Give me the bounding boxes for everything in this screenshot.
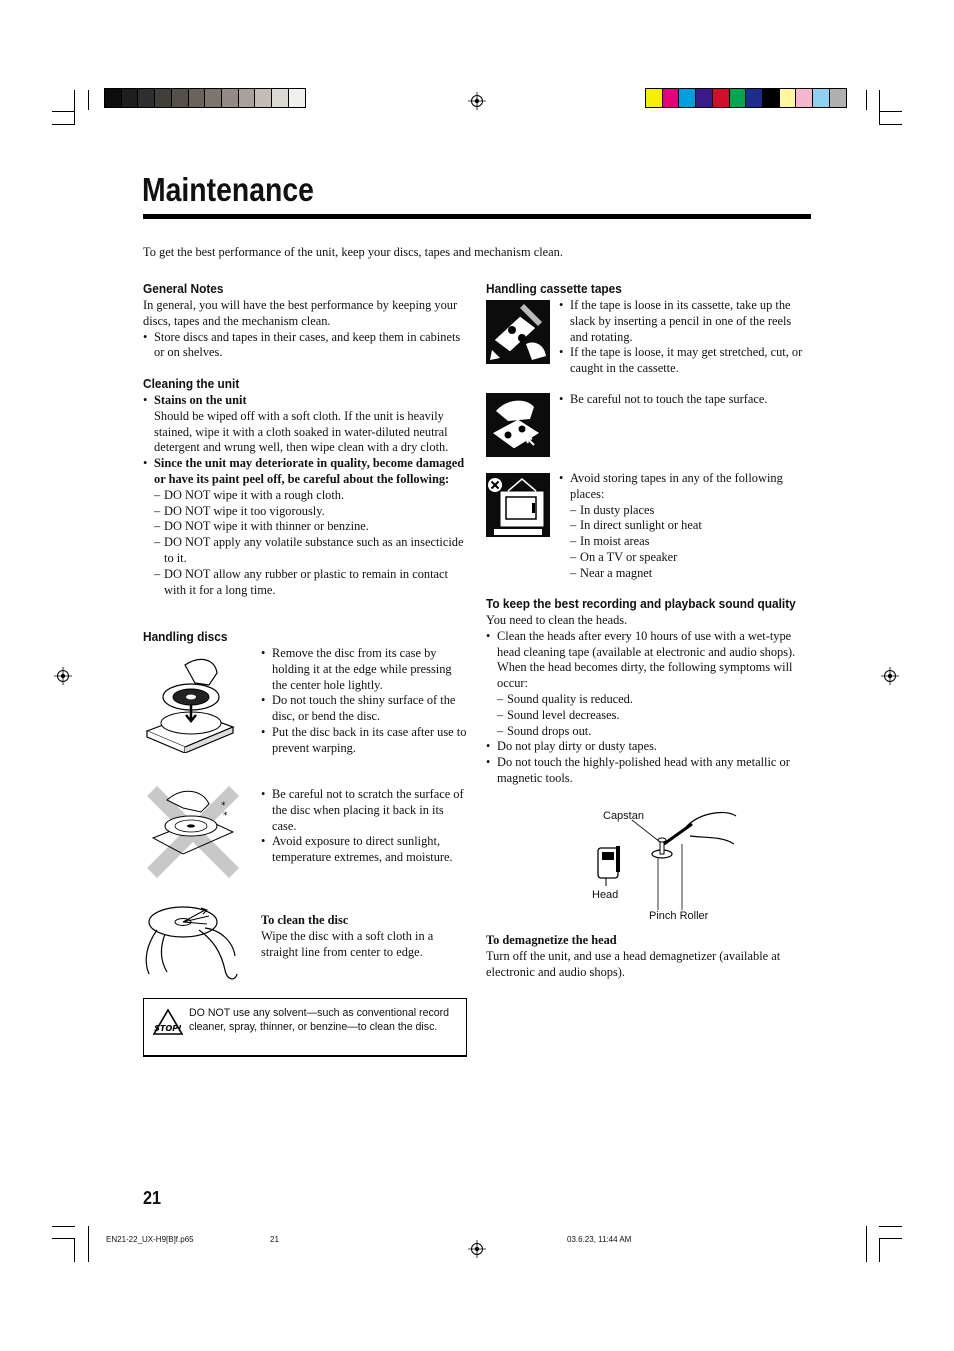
list-item: – DO NOT apply any volatile substance such as an insecticide to it. <box>154 535 467 567</box>
list-item: • If the tape is loose, it may get stretched, cut, or caught in the cassette. <box>559 345 811 377</box>
color-swatch <box>696 89 713 107</box>
color-swatch <box>122 89 139 107</box>
color-swatch <box>222 89 239 107</box>
footer-page: 21 <box>270 1235 279 1244</box>
footer-filename: EN21-22_UX-H9[B]f.p65 <box>106 1235 194 1244</box>
cassette-storage-block <box>559 471 811 582</box>
general-notes-section <box>143 298 467 361</box>
list-item <box>143 393 467 409</box>
registration-target-icon <box>468 92 486 110</box>
list-item: – Sound quality is reduced. <box>497 692 812 708</box>
disc-wrong-handling-illustration <box>143 782 243 880</box>
solvent-warning-text: DO NOT use any solvent—such as conventional record cleaner, spray, thinner, or benzine—to clean the disc. <box>189 1007 450 1034</box>
svg-text:*: * <box>223 811 228 821</box>
page-title: Maintenance <box>142 171 314 208</box>
cassette-tips-2 <box>559 392 811 408</box>
color-swatch <box>763 89 780 107</box>
disc-tips-2 <box>261 787 467 866</box>
cleaning-unit-section <box>143 393 467 598</box>
solvent-warning-box <box>143 998 467 1057</box>
color-swatch <box>289 89 306 107</box>
label-head: Head <box>592 889 619 901</box>
cassette-tips-1 <box>559 298 811 377</box>
color-swatch <box>713 89 730 107</box>
cassette-tape-surface-illustration <box>486 393 550 457</box>
list-item: • Be careful not to scratch the surface of the disc when placing it back in its case. <box>261 787 467 834</box>
color-swatch <box>679 89 696 107</box>
cassette-pencil-illustration <box>486 300 550 364</box>
color-swatch <box>155 89 172 107</box>
color-swatch <box>663 89 680 107</box>
label-capstan: Capstan <box>603 810 644 822</box>
list-item <box>143 456 467 488</box>
list-item: • Do not touch the highly-polished head with any metallic or magnetic tools. <box>486 755 812 787</box>
registration-target-icon <box>468 1240 486 1258</box>
recording-heading: To keep the best recording and playback sound quality <box>486 596 796 611</box>
general-notes-heading: General Notes <box>143 281 224 296</box>
registration-target-icon <box>881 667 899 685</box>
list-item: – Sound level decreases. <box>497 708 812 724</box>
list-item: • Store discs and tapes in their cases, and keep them in cabinets or on shelves. <box>143 330 467 362</box>
color-swatch <box>780 89 797 107</box>
svg-text:*: * <box>221 801 226 811</box>
page-number: 21 <box>143 1188 162 1208</box>
disc-cleaning-illustration <box>143 900 239 986</box>
list-item: – DO NOT wipe it too vigorously. <box>154 504 467 520</box>
demagnetize-block <box>486 933 812 980</box>
cassette-heading: Handling cassette tapes <box>486 281 622 296</box>
registration-target-icon <box>54 667 72 685</box>
list-item: • If the tape is loose in its cassette, take up the slack by inserting a pencil in one of the reels and rotating. <box>559 298 811 345</box>
recording-section <box>486 613 812 787</box>
color-swatch <box>796 89 813 107</box>
title-rule <box>143 214 811 219</box>
demagnetize-title: To demagnetize the head <box>486 933 617 947</box>
list-item: • Avoid exposure to direct sunlight, temperature extremes, and moisture. <box>261 834 467 866</box>
tv-storage-warning-illustration <box>486 473 550 537</box>
clean-disc-title: To clean the disc <box>261 913 349 927</box>
color-swatch <box>730 89 747 107</box>
stains-title: Stains on the unit <box>154 393 247 407</box>
demagnetize-text: Turn off the unit, and use a head demagnetizer (available at electronic and audio shops). <box>486 948 781 979</box>
svg-text:STOP!: STOP! <box>154 1024 182 1033</box>
color-swatch <box>205 89 222 107</box>
clean-disc-text: Wipe the disc with a soft cloth in a straight line from center to edge. <box>261 928 434 959</box>
clean-disc-block <box>261 913 467 960</box>
stop-warning-icon <box>152 1008 184 1036</box>
list-item: • Do not play dirty or dusty tapes. <box>486 739 812 755</box>
label-pinch-roller: Pinch Roller <box>649 910 709 922</box>
list-item: – DO NOT wipe it with a rough cloth. <box>154 488 467 504</box>
cleaning-unit-heading: Cleaning the unit <box>143 376 240 391</box>
color-swatch <box>830 89 847 107</box>
list-item: • Clean the heads after every 10 hours of use with a wet-type head cleaning tape (available at electronic and audio shops). <box>486 629 812 661</box>
list-item: – In moist areas <box>570 534 811 550</box>
color-swatch <box>105 89 122 107</box>
color-swatch <box>272 89 289 107</box>
list-item: – On a TV or speaker <box>570 550 811 566</box>
dirty-note: When the head becomes dirty, the following symptoms will occur: <box>497 660 793 691</box>
deteriorate-title: Since the unit may deteriorate in quality, become damaged or have its paint peel off, be careful about the following: <box>154 456 465 486</box>
recording-intro: You need to clean the heads. <box>486 613 628 627</box>
list-item: – In direct sunlight or heat <box>570 518 811 534</box>
intro-text: To get the best performance of the unit, keep your discs, tapes and mechanism clean. <box>143 245 563 259</box>
list-item: – In dusty places <box>570 503 811 519</box>
footer-date: 03.6.23, 11:44 AM <box>567 1235 632 1244</box>
list-item: • Remove the disc from its case by holding it at the edge while pressing the center hole lightly. <box>261 646 467 693</box>
list-item: • Avoid storing tapes in any of the following places: <box>559 471 811 503</box>
disc-removal-illustration <box>145 655 237 753</box>
list-item: – Sound drops out. <box>497 724 812 740</box>
list-item: • Do not touch the shiny surface of the disc, or bend the disc. <box>261 693 467 725</box>
color-swatch <box>138 89 155 107</box>
color-swatch <box>813 89 830 107</box>
list-item: – DO NOT allow any rubber or plastic to remain in contact with it for a long time. <box>154 567 467 599</box>
general-notes-para: In general, you will have the best performance by keeping your discs, tapes and the mechanism clean. <box>143 298 458 328</box>
list-item: – DO NOT wipe it with thinner or benzine. <box>154 519 467 535</box>
color-swatch <box>172 89 189 107</box>
color-swatch <box>239 89 256 107</box>
list-item: – Near a magnet <box>570 566 811 582</box>
handling-discs-heading: Handling discs <box>143 629 228 644</box>
color-swatch <box>746 89 763 107</box>
color-swatch <box>646 89 663 107</box>
color-swatch <box>189 89 206 107</box>
list-item: • Put the disc back in its case after use to prevent warping. <box>261 725 467 757</box>
stains-text: Should be wiped off with a soft cloth. If the unit is heavily stained, wipe it with a cloth soaked in water-diluted neutral detergent and wrung well, then wipe clean with a dry cloth. <box>154 408 449 455</box>
list-item: • Be careful not to touch the tape surface. <box>559 392 811 408</box>
disc-tips-1 <box>261 646 467 757</box>
color-swatch <box>255 89 272 107</box>
